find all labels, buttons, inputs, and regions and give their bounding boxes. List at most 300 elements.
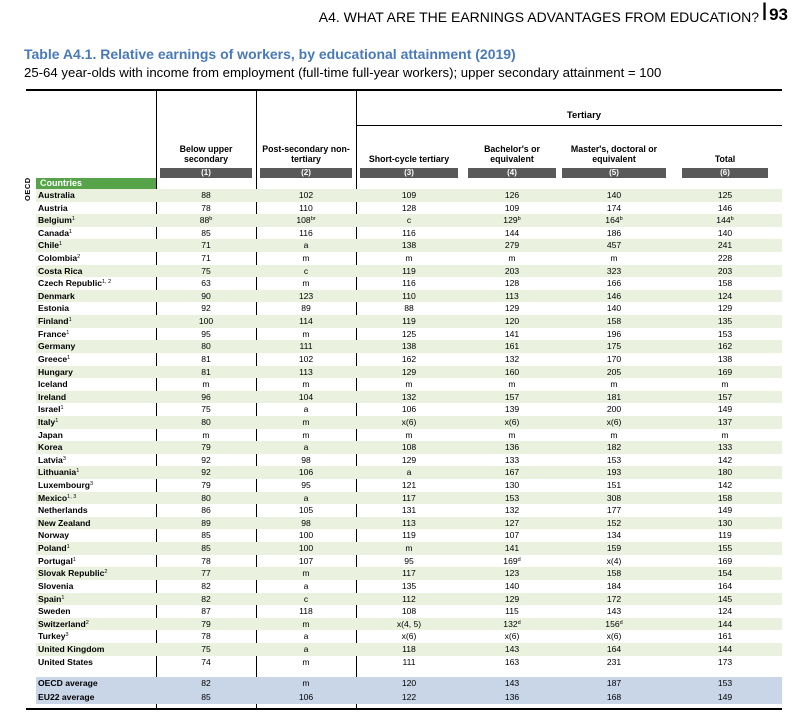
countries-section-bar: Countries: [36, 178, 156, 189]
table-cell: 109: [504, 202, 520, 213]
tertiary-group-header: Tertiary: [566, 110, 602, 121]
table-row: [36, 315, 782, 328]
table-cell: 142: [717, 480, 733, 491]
table-cell: 129$^b$: [503, 215, 521, 226]
country-name: Poland$^1$: [38, 543, 70, 554]
table-cell: a: [303, 404, 309, 415]
table-cell: 186: [606, 227, 622, 238]
table-row: [36, 265, 782, 278]
column-number: (1): [160, 168, 252, 178]
country-note: 1: [69, 228, 73, 235]
table-cell: 115: [505, 606, 519, 617]
table-cell: 143: [606, 606, 622, 617]
country-name: Austria: [38, 202, 68, 213]
column-header-below-upper-secondary: Below upper secondary: [179, 144, 233, 164]
table-cell: a: [303, 240, 309, 251]
country-note: 1: [60, 405, 64, 412]
table-cell: 127: [504, 517, 520, 528]
table-cell: 80: [201, 341, 211, 352]
table-cell: 155: [717, 543, 733, 554]
table-cell: 121: [401, 480, 417, 491]
table-cell: 122: [401, 691, 417, 702]
country-note: 1: [76, 468, 80, 475]
country-name: New Zealand: [38, 517, 91, 528]
table-cell: 167: [504, 467, 520, 478]
table-cell: 106: [401, 404, 417, 415]
table-row: [36, 353, 782, 366]
country-note: 3: [65, 632, 69, 639]
table-cell: 172: [606, 593, 622, 604]
table-cell: 160: [504, 366, 520, 377]
table-row: [36, 252, 782, 265]
table-cell: 125: [401, 328, 417, 339]
table-cell: 132: [401, 391, 417, 402]
table-cell: 118: [299, 606, 313, 617]
country-note: 1: [72, 556, 76, 563]
table-cell: m: [302, 328, 310, 339]
table-cell: 181: [606, 391, 622, 402]
column-header-short-cycle-tertiary: Short-cycle tertiary: [368, 154, 450, 164]
table-cell: 166: [606, 278, 622, 289]
table-cell: m: [610, 379, 618, 390]
table-subtitle: 25-64 year-olds with income from employment (full-time full-year workers); upper secondary attainment = 100: [24, 65, 662, 80]
average-row: [36, 677, 782, 691]
country-name: Ireland: [38, 391, 67, 402]
table-cell: a: [303, 580, 309, 591]
table-cell: 119: [718, 530, 732, 541]
country-name: Mexico$^{1, 3}$: [38, 492, 77, 503]
table-cell: 193: [606, 467, 622, 478]
table-bottom-rule: [26, 708, 782, 710]
table-cell: 79: [201, 442, 211, 453]
table-cell: 82: [201, 593, 211, 604]
table-cell: 88: [404, 303, 414, 314]
table-cell: 133: [717, 442, 733, 453]
column-header-bachelors: Bachelor's or equivalent: [484, 144, 540, 164]
table-cell: 141: [504, 328, 520, 339]
table-cell: 134: [606, 530, 622, 541]
country-note: 1: [66, 329, 70, 336]
table-cell: 98: [301, 517, 311, 528]
country-name: Australia: [38, 190, 75, 200]
table-cell: 144: [717, 618, 733, 629]
table-cell: m: [202, 429, 210, 440]
table-cell: 87: [201, 606, 211, 617]
table-cell: 117: [402, 492, 416, 503]
table-cell: 169: [717, 366, 733, 377]
page-number: 93: [769, 5, 788, 24]
table-cell: 113: [505, 290, 519, 301]
table-cell: 129: [401, 454, 417, 465]
country-note: 1: [68, 317, 72, 324]
table-cell: 132: [504, 353, 520, 364]
table-cell: 144: [504, 227, 520, 238]
table-cell: 153: [504, 492, 520, 503]
averages-block: [36, 677, 782, 704]
table-cell: 156$^d$: [605, 618, 623, 629]
table-cell: 128: [504, 278, 520, 289]
table-cell: 149: [717, 505, 733, 516]
table-cell: c: [303, 593, 309, 604]
table-cell: 74: [201, 656, 211, 667]
column-number: (2): [260, 168, 352, 178]
country-name: Norway: [38, 530, 70, 541]
table-cell: 80: [201, 416, 211, 427]
table-cell: 203: [717, 265, 733, 276]
table-cell: 105: [298, 505, 314, 516]
table-cell: 108: [401, 442, 417, 453]
table-cell: 146: [717, 202, 733, 213]
table-cell: 203: [504, 265, 520, 276]
table-cell: 81: [201, 366, 211, 377]
table-cell: 82: [201, 678, 211, 688]
table-cell: 89: [301, 303, 311, 314]
table-cell: m: [302, 278, 310, 289]
table-cell: 78: [201, 202, 211, 213]
table-cell: 80: [201, 492, 211, 503]
table-cell: 187: [606, 678, 622, 688]
table-cell: 123: [298, 290, 314, 301]
table-cell: x(6): [401, 416, 417, 427]
table-cell: 175: [606, 341, 622, 352]
table-cell: 92: [201, 454, 211, 465]
country-name: Turkey$^3$: [38, 631, 69, 642]
table-cell: 92: [201, 303, 211, 314]
country-name: Estonia: [38, 303, 70, 314]
table-cell: m: [508, 429, 516, 440]
table-cell: 152: [606, 517, 622, 528]
table-cell: 145: [717, 593, 733, 604]
table-cell: 143: [504, 643, 520, 654]
table-cell: 184: [606, 580, 622, 591]
table-cell: 112: [402, 593, 416, 604]
country-note: 2: [104, 569, 108, 576]
country-name: Hungary: [38, 366, 73, 377]
table-cell: 133: [504, 454, 520, 465]
table-cell: 231: [606, 656, 622, 667]
tertiary-header-rule: [356, 125, 782, 126]
table-cell: 149: [717, 404, 733, 415]
country-name: Italy$^1$: [38, 416, 59, 427]
table-cell: a: [406, 467, 412, 478]
table-cell: 323: [606, 265, 622, 276]
table-cell: m: [405, 253, 413, 264]
table-cell: 177: [606, 505, 622, 516]
country-name: United Kingdom: [38, 643, 105, 654]
table-cell: 137: [717, 416, 733, 427]
table-cell: 138: [717, 353, 733, 364]
column-header-masters-doctoral: Master's, doctoral or equivalent: [570, 144, 658, 164]
table-row: [36, 656, 782, 669]
table-cell: 131: [401, 505, 417, 516]
table-row: [36, 542, 782, 555]
table-cell: 110: [299, 202, 313, 213]
table-row: [36, 504, 782, 517]
country-name: Japan: [38, 429, 63, 440]
table-row: [36, 416, 782, 429]
table-cell: 120: [401, 678, 417, 688]
table-cell: 135: [717, 316, 733, 327]
table-cell: 108: [401, 606, 417, 617]
table-cell: 77: [201, 568, 211, 579]
table-cell: m: [405, 543, 413, 554]
table-cell: 92: [201, 467, 211, 478]
table-cell: m: [302, 379, 310, 390]
table-cell: 164: [717, 580, 733, 591]
table-row: [36, 454, 782, 467]
table-cell: m: [405, 379, 413, 390]
country-note: 1: [66, 544, 70, 551]
table-row: [36, 328, 782, 341]
table-cell: 79: [201, 618, 211, 629]
table-cell: 106: [298, 691, 314, 702]
table-cell: 144$^b$: [716, 215, 734, 226]
column-number: (5): [562, 168, 666, 178]
table-cell: 132: [504, 505, 520, 516]
table-cell: 457: [606, 240, 622, 251]
table-cell: 118: [402, 643, 416, 654]
table-cell: $108^{br}$: [296, 215, 316, 226]
table-cell: 116: [402, 278, 416, 289]
table-cell: m: [721, 379, 729, 390]
table-cell: 85: [201, 530, 211, 541]
table-cell: m: [610, 253, 618, 264]
country-note: 3: [62, 455, 66, 462]
table-cell: 78: [201, 631, 211, 642]
table-cell: 109: [401, 190, 417, 200]
table-row: [36, 366, 782, 379]
table-cell: 102: [298, 190, 314, 200]
table-cell: 129: [401, 366, 417, 377]
column-number: (3): [360, 168, 458, 178]
table-cell: m: [302, 429, 310, 440]
table-cell: 88$^b$: [199, 215, 213, 226]
table-cell: 161: [504, 341, 520, 352]
table-cell: 90: [201, 290, 211, 301]
table-row: [36, 227, 782, 240]
table-cell: m: [610, 429, 618, 440]
table-cell: 143: [504, 678, 520, 688]
table-cell: 89: [201, 517, 211, 528]
table-row: [36, 302, 782, 315]
table-cell: 111: [402, 656, 416, 667]
table-cell: m: [302, 678, 310, 688]
data-table: [23, 89, 782, 713]
table-cell: 135: [401, 580, 417, 591]
table-cell: 129: [717, 303, 733, 314]
table-cell: x(6): [606, 631, 622, 642]
table-row: [36, 517, 782, 530]
table-cell: 124: [717, 290, 733, 301]
table-cell: 130: [717, 517, 733, 528]
table-cell: 158: [717, 492, 733, 503]
country-name: Canada$^1$: [38, 227, 73, 238]
table-row: [36, 555, 782, 568]
table-cell: 113: [299, 366, 313, 377]
table-row: [36, 479, 782, 492]
oecd-side-label: OECD: [23, 177, 32, 201]
country-name: Sweden: [38, 606, 71, 617]
table-cell: 161: [717, 631, 733, 642]
table-cell: a: [303, 631, 309, 642]
table-cell: m: [508, 379, 516, 390]
country-note: 1: [59, 241, 63, 248]
country-note: 1: [55, 417, 59, 424]
table-row: [36, 643, 782, 656]
table-cell: m: [508, 253, 516, 264]
table-cell: 116: [299, 227, 313, 238]
table-cell: a: [303, 643, 309, 654]
table-cell: 132$^d$: [503, 618, 521, 629]
table-cell: 228: [717, 253, 733, 264]
table-cell: 154: [717, 568, 733, 579]
table-row: [36, 580, 782, 593]
table-cell: 158: [606, 568, 622, 579]
table-cell: x(6): [504, 631, 520, 642]
table-cell: 157: [717, 391, 733, 402]
table-cell: 174: [606, 202, 622, 213]
table-cell: 163: [504, 656, 520, 667]
table-cell: m: [721, 429, 729, 440]
table-row: [36, 239, 782, 252]
table-cell: 140: [606, 303, 622, 314]
country-name: Spain$^1$: [38, 593, 65, 604]
table-cell: 173: [717, 656, 733, 667]
country-name: Luxembourg$^3$: [38, 480, 94, 491]
table-cell: 95: [301, 480, 311, 491]
table-cell: 308: [606, 492, 622, 503]
country-name: Korea: [38, 442, 63, 453]
table-cell: 100: [298, 543, 314, 554]
country-name: United States: [38, 656, 93, 667]
table-cell: 200: [606, 404, 622, 415]
table-cell: 120: [504, 316, 520, 327]
country-name: Iceland: [38, 379, 68, 390]
table-cell: 144: [717, 643, 733, 654]
table-row: [36, 340, 782, 353]
table-row: [36, 441, 782, 454]
table-cell: 142: [717, 454, 733, 465]
country-name: Belgium$^1$: [38, 215, 75, 226]
country-note: 2: [77, 254, 81, 261]
table-cell: 124: [717, 606, 733, 617]
table-cell: x(6): [401, 631, 417, 642]
table-cell: 98: [301, 454, 311, 465]
table-cell: x(4): [606, 555, 622, 566]
table-cell: 153: [606, 454, 622, 465]
table-cell: m: [302, 416, 310, 427]
table-cell: 106: [298, 467, 314, 478]
table-cell: 129: [504, 303, 520, 314]
table-cell: 180: [717, 467, 733, 478]
table-cell: 78: [201, 555, 211, 566]
table-cell: m: [302, 618, 310, 629]
table-cell: 153: [717, 328, 733, 339]
country-name: Slovak Republic$^2$: [38, 568, 108, 579]
table-cell: 100: [298, 530, 314, 541]
table-cell: 169: [717, 555, 733, 566]
table-cell: 279: [504, 240, 520, 251]
table-cell: 75: [201, 404, 211, 415]
table-cell: a: [303, 442, 309, 453]
table-cell: 113: [402, 517, 416, 528]
table-cell: 164: [606, 643, 622, 654]
table-row: [36, 466, 782, 479]
table-cell: x(6): [504, 416, 520, 427]
table-cell: 169$^d$: [503, 555, 521, 566]
table-cell: 102: [298, 353, 314, 364]
table-cell: 82: [201, 580, 211, 591]
table-cell: 111: [299, 341, 313, 352]
column-number: (6): [682, 168, 768, 178]
table-cell: m: [302, 656, 310, 667]
column-header-total: Total: [714, 154, 736, 164]
table-cell: 85: [201, 691, 211, 702]
average-name: OECD average: [38, 678, 98, 688]
country-name: Slovenia: [38, 580, 74, 591]
table-cell: m: [405, 429, 413, 440]
table-cell: 126: [504, 190, 520, 200]
table-cell: 129: [504, 593, 520, 604]
table-cell: 75: [201, 265, 211, 276]
table-cell: 168: [606, 691, 622, 702]
table-cell: 107: [298, 555, 314, 566]
country-name: Colombia$^2$: [38, 253, 81, 264]
running-header-text: A4. WHAT ARE THE EARNINGS ADVANTAGES FROM EDUCATION?: [318, 9, 760, 25]
country-name: Portugal$^1$: [38, 555, 76, 566]
table-cell: 162: [717, 341, 733, 352]
country-name: Costa Rica: [38, 265, 83, 276]
table-cell: 140: [606, 190, 622, 200]
table-cell: c: [303, 265, 309, 276]
table-row: [36, 403, 782, 416]
country-name: France$^1$: [38, 328, 70, 339]
table-cell: 136: [504, 442, 520, 453]
table-cell: m: [302, 253, 310, 264]
table-cell: 85: [201, 227, 211, 238]
table-cell: 96: [201, 391, 211, 402]
table-cell: 114: [299, 316, 313, 327]
running-header-separator: |: [762, 0, 768, 20]
table-row: [36, 189, 782, 202]
country-note: 1, 2: [102, 279, 112, 286]
table-cell: 88: [201, 190, 211, 200]
table-cell: 140: [504, 580, 520, 591]
country-name: Greece$^1$: [38, 353, 71, 364]
table-row: [36, 605, 782, 618]
table-cell: 95: [201, 328, 211, 339]
table-cell: 159: [606, 543, 622, 554]
country-note: 1: [71, 216, 75, 223]
table-cell: 71: [201, 253, 211, 264]
table-cell: 158: [717, 278, 733, 289]
table-row: [36, 567, 782, 580]
country-name: Czech Republic$^{1, 2}$: [38, 278, 112, 289]
table-row: [36, 630, 782, 643]
table-cell: 138: [401, 341, 417, 352]
table-cell: 170: [606, 353, 622, 364]
table-title: Table A4.1. Relative earnings of workers, by educational attainment (2019): [24, 46, 516, 62]
country-name: Latvia$^3$: [38, 454, 66, 465]
table-cell: 241: [717, 240, 733, 251]
table-cell: 123: [504, 568, 520, 579]
table-cell: 71: [201, 240, 211, 251]
column-header-post-secondary: Post-secondary non-tertiary: [262, 144, 350, 164]
table-cell: 128: [401, 202, 417, 213]
table-cell: x(6): [606, 416, 622, 427]
table-cell: 63: [201, 278, 211, 289]
table-cell: m: [202, 379, 210, 390]
